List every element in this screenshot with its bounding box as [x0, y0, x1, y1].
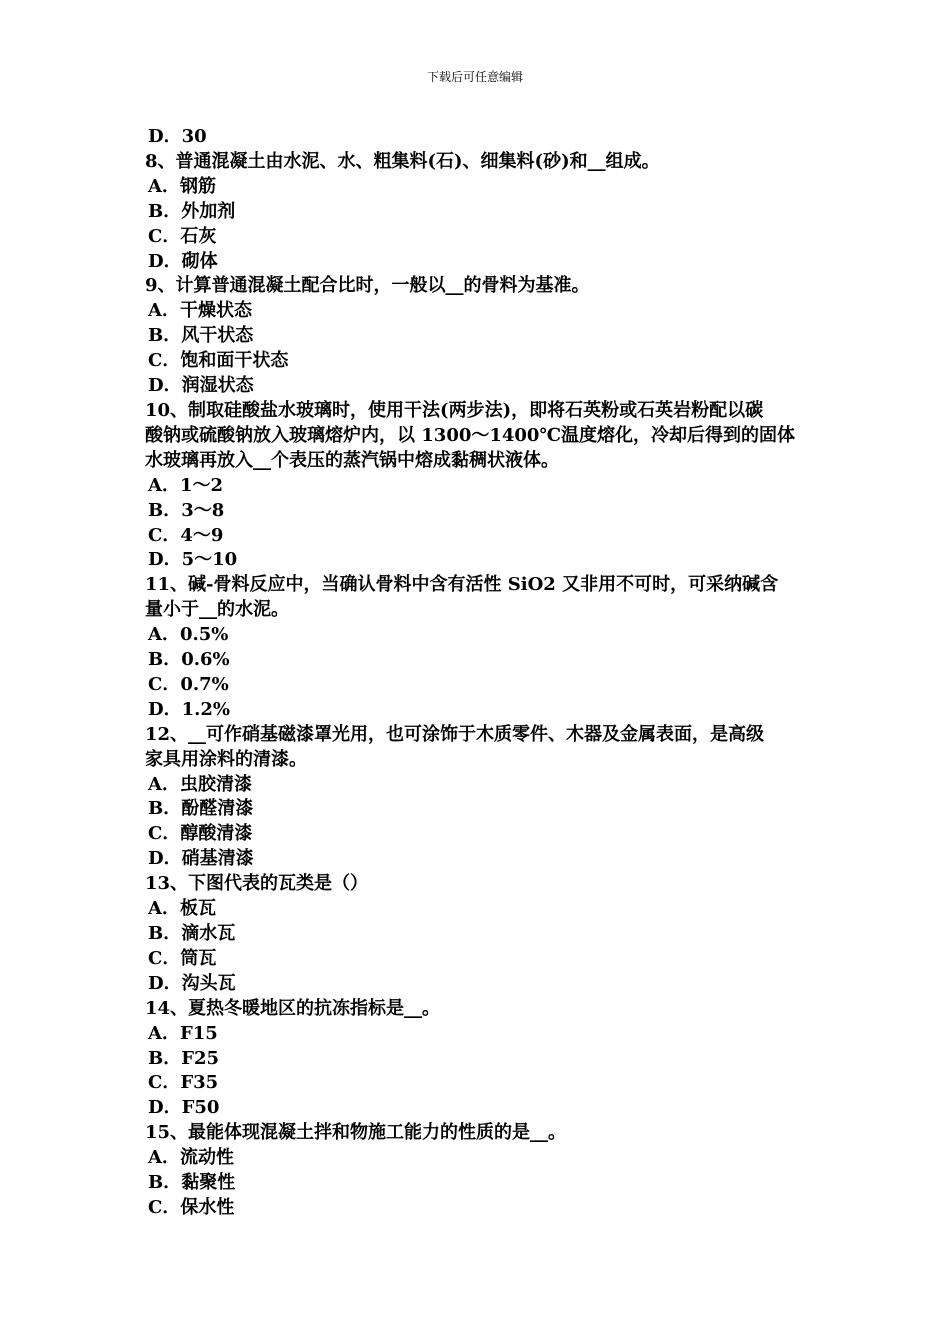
answer-option: D．30 — [148, 126, 207, 147]
question-text-line: 8、普通混凝土由水泥、水、粗集料(石)、细集料(砂)和__组成。 — [145, 150, 660, 172]
answer-option: A．F15 — [148, 1022, 218, 1044]
answer-option: B．酚醛清漆 — [148, 798, 254, 820]
answer-option: B．3～8 — [148, 499, 225, 521]
answer-option: A．干燥状态 — [148, 300, 252, 322]
answer-option: A．流动性 — [148, 1147, 234, 1169]
question-text-line: 酸钠或硫酸钠放入玻璃熔炉内，以 1300～1400℃温度熔化，冷却后得到的固体 — [145, 424, 796, 446]
answer-option: C．醇酸清漆 — [148, 823, 253, 845]
answer-option: C．4～9 — [148, 524, 224, 546]
answer-option: D．硝基清漆 — [148, 848, 254, 870]
answer-option: C．0.7% — [148, 673, 229, 695]
answer-option: D．5～10 — [148, 549, 238, 571]
question-text-line: 10、制取硅酸盐水玻璃时，使用干法(两步法)，即将石英粉或石英岩粉配以碳 — [145, 399, 764, 421]
answer-option: A．1～2 — [148, 474, 224, 496]
question-text-line: 量小于__的水泥。 — [145, 599, 289, 621]
answer-option: C．石灰 — [148, 225, 217, 247]
answer-option: C．饱和面干状态 — [148, 350, 289, 372]
question-text-line: 15、最能体现混凝土拌和物施工能力的性质的是__。 — [145, 1122, 567, 1144]
answer-option: A．虫胶清漆 — [148, 773, 252, 795]
question-text-line: 14、夏热冬暖地区的抗冻指标是__。 — [145, 997, 441, 1019]
answer-option: C．保水性 — [148, 1196, 235, 1218]
answer-option: D．砌体 — [148, 250, 218, 272]
question-text-line: 家具用涂料的清漆。 — [145, 748, 307, 770]
answer-option: D．润湿状态 — [148, 375, 254, 397]
document-body — [145, 125, 810, 1221]
answer-option: B．F25 — [148, 1047, 220, 1069]
page-header: 下载后可任意编辑 — [426, 70, 523, 84]
question-text-line: 9、计算普通混凝土配合比时，一般以__的骨料为基准。 — [145, 275, 590, 297]
answer-option: C．筒瓦 — [148, 947, 217, 969]
answer-option: B．风干状态 — [148, 325, 254, 347]
question-text-line: 水玻璃再放入__个表压的蒸汽锅中熔成黏稠状液体。 — [145, 449, 559, 471]
answer-option: B．黏聚性 — [148, 1172, 236, 1194]
question-text-line: 11、碱-骨料反应中，当确认骨料中含有活性 SiO2 又非用不可时，可采纳碱含 — [145, 574, 779, 596]
answer-option: C．F35 — [148, 1072, 219, 1094]
question-text-line: 13、下图代表的瓦类是（） — [145, 873, 369, 895]
answer-option: A．钢筋 — [148, 175, 216, 197]
answer-option: B．滴水瓦 — [148, 923, 236, 944]
answer-option: B．外加剂 — [148, 200, 236, 222]
answer-option: D．沟头瓦 — [148, 972, 236, 994]
answer-option: B．0.6% — [148, 649, 230, 671]
answer-option: A．0.5% — [148, 624, 229, 646]
answer-option: A．板瓦 — [148, 898, 216, 920]
answer-option: D．F50 — [148, 1097, 220, 1119]
question-text-line: 12、__可作硝基磁漆罩光用，也可涂饰于木质零件、木器及金属表面，是高级 — [145, 723, 765, 745]
answer-option: D．1.2% — [148, 698, 231, 720]
